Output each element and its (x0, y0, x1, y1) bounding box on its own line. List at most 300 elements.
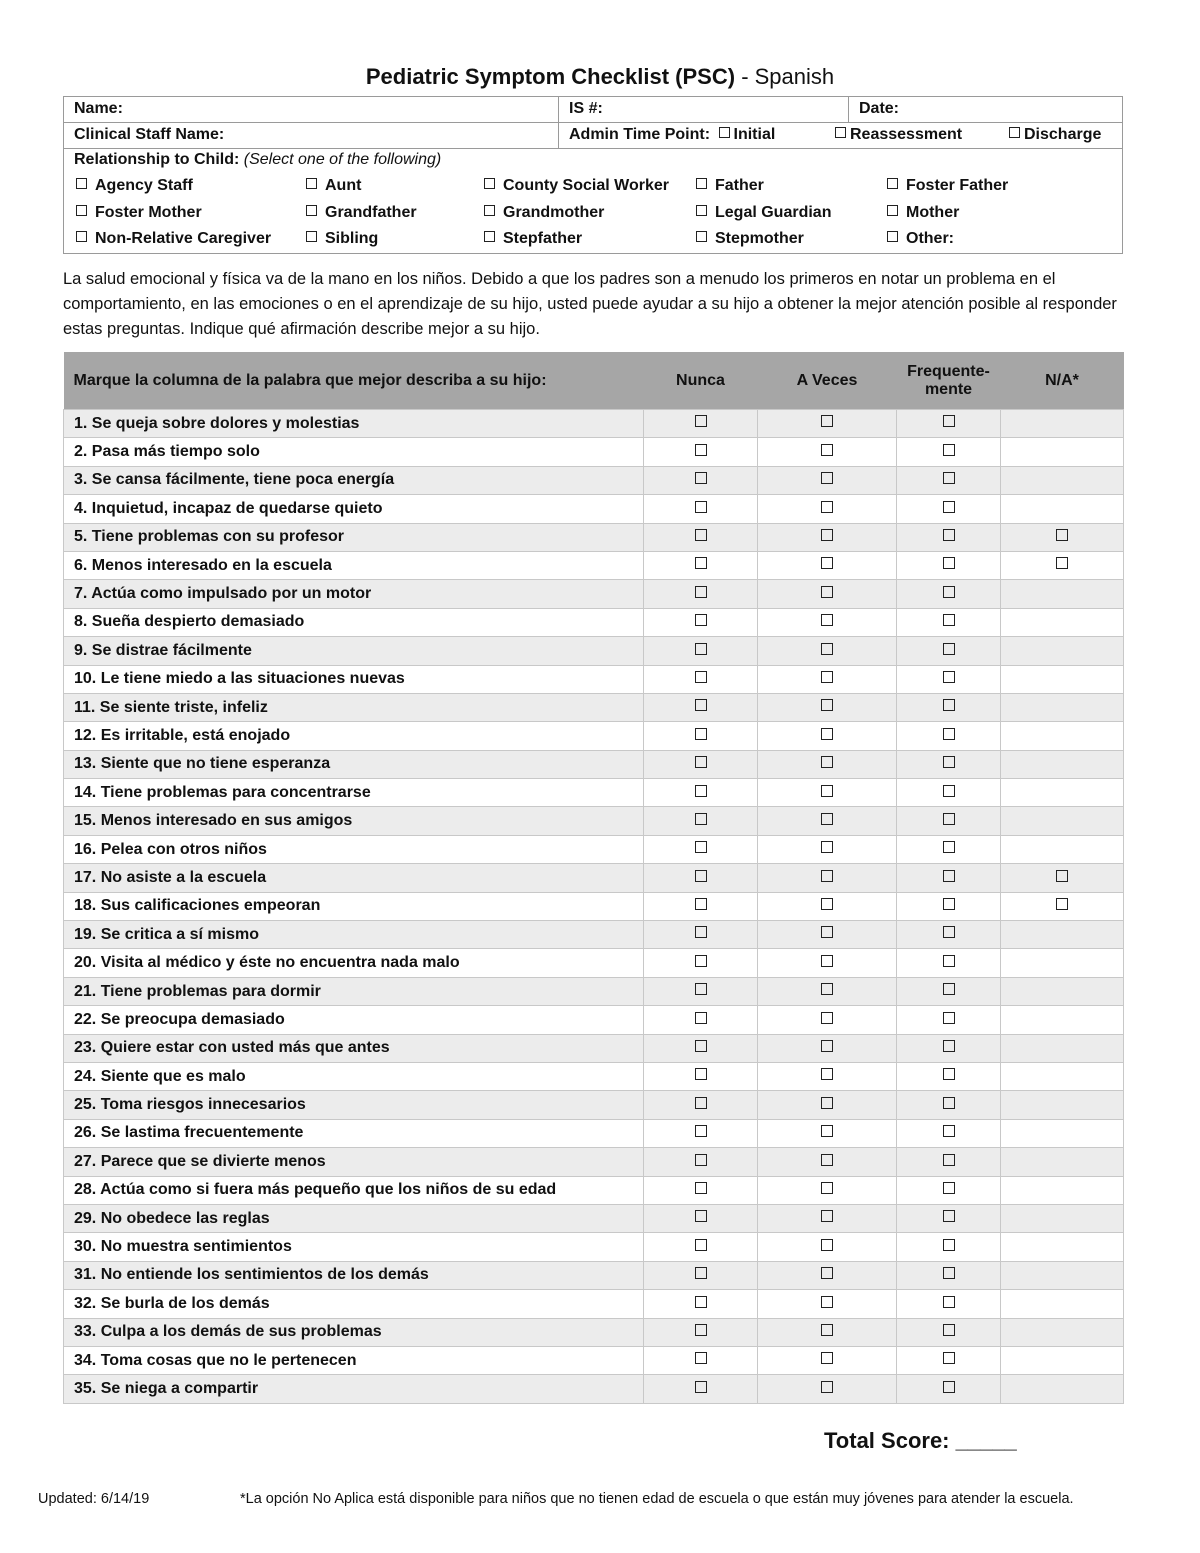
table-row (64, 637, 1124, 665)
checkbox-never-31[interactable] (695, 1267, 707, 1279)
checkbox-never-15[interactable] (695, 813, 707, 825)
cell-never (644, 921, 758, 949)
table-row (64, 892, 1124, 920)
checkbox-sometimes-19[interactable] (821, 926, 833, 938)
checkbox-often-27[interactable] (943, 1154, 955, 1166)
date-field[interactable]: Date: (859, 100, 900, 117)
checkbox-sometimes-3[interactable] (821, 472, 833, 484)
cell-na (1001, 1204, 1124, 1232)
cell-often (897, 750, 1001, 778)
question-text: 9. Se distrae fácilmente (64, 637, 644, 665)
cell-na (1001, 693, 1124, 721)
info-box (63, 96, 1123, 254)
cell-na (1001, 523, 1124, 551)
checkbox-never-7[interactable] (695, 586, 707, 598)
checkbox-often-2[interactable] (943, 444, 955, 456)
cell-never (644, 410, 758, 438)
cell-never (644, 949, 758, 977)
checkbox-never-8[interactable] (695, 614, 707, 626)
table-row (64, 1375, 1124, 1403)
table-row (64, 1148, 1124, 1176)
checkbox-often-6[interactable] (943, 557, 955, 569)
clinical-staff-name-field[interactable]: Clinical Staff Name: (74, 126, 225, 143)
checkbox-sometimes-11[interactable] (821, 699, 833, 711)
checkbox-often-34[interactable] (943, 1352, 955, 1364)
cell-sometimes (758, 722, 897, 750)
table-row (64, 1006, 1124, 1034)
relationship-option-mother[interactable]: Mother (887, 204, 959, 222)
checkbox-never-33[interactable] (695, 1324, 707, 1336)
checkbox-never-16[interactable] (695, 841, 707, 853)
admin-option-discharge[interactable]: Discharge (1009, 123, 1101, 147)
checkbox-sometimes-13[interactable] (821, 756, 833, 768)
relationship-heading: Relationship to Child: (Select one of the following) (74, 151, 442, 168)
table-row (64, 977, 1124, 1005)
cell-sometimes (758, 1318, 897, 1346)
cell-na (1001, 921, 1124, 949)
checkbox-sometimes-15[interactable] (821, 813, 833, 825)
checkbox-often-25[interactable] (943, 1097, 955, 1109)
checkbox-never-2[interactable] (695, 444, 707, 456)
cell-never (644, 495, 758, 523)
question-text: 31. No entiende los sentimientos de los demás (64, 1261, 644, 1289)
checkbox-icon (887, 178, 898, 189)
table-row (64, 1290, 1124, 1318)
checkbox-icon (76, 231, 87, 242)
checkbox-icon (696, 231, 707, 242)
checkbox-icon (719, 127, 730, 138)
checkbox-icon (306, 178, 317, 189)
table-row (64, 438, 1124, 466)
checkbox-sometimes-32[interactable] (821, 1296, 833, 1308)
checkbox-sometimes-10[interactable] (821, 671, 833, 683)
checkbox-never-18[interactable] (695, 898, 707, 910)
cell-often (897, 779, 1001, 807)
relationship-option-non-relative-caregiver[interactable]: Non-Relative Caregiver (76, 230, 271, 248)
table-header-row (64, 352, 1124, 410)
checkbox-sometimes-7[interactable] (821, 586, 833, 598)
checkbox-sometimes-26[interactable] (821, 1125, 833, 1137)
checkbox-na-17[interactable] (1056, 870, 1068, 882)
checkbox-never-14[interactable] (695, 785, 707, 797)
cell-often (897, 864, 1001, 892)
cell-never (644, 1375, 758, 1403)
cell-na (1001, 779, 1124, 807)
question-text: 16. Pelea con otros niños (64, 835, 644, 863)
checkbox-sometimes-12[interactable] (821, 728, 833, 740)
cell-never (644, 580, 758, 608)
checkbox-often-12[interactable] (943, 728, 955, 740)
checkbox-often-19[interactable] (943, 926, 955, 938)
cell-never (644, 523, 758, 551)
cell-sometimes (758, 779, 897, 807)
checkbox-sometimes-8[interactable] (821, 614, 833, 626)
checkbox-sometimes-18[interactable] (821, 898, 833, 910)
cell-sometimes (758, 1204, 897, 1232)
question-text: 22. Se preocupa demasiado (64, 1006, 644, 1034)
cell-sometimes (758, 1062, 897, 1090)
sometimes-column-header: A Veces (758, 352, 897, 410)
symptom-checklist-table (63, 352, 1124, 1404)
checkbox-never-35[interactable] (695, 1381, 707, 1393)
checkbox-icon (484, 178, 495, 189)
cell-often (897, 1091, 1001, 1119)
checkbox-icon (306, 205, 317, 216)
question-text: 8. Sueña despierto demasiado (64, 608, 644, 636)
cell-often (897, 1375, 1001, 1403)
checkbox-icon (76, 205, 87, 216)
cell-never (644, 438, 758, 466)
question-text: 11. Se siente triste, infeliz (64, 693, 644, 721)
checkbox-sometimes-27[interactable] (821, 1154, 833, 1166)
question-text: 14. Tiene problemas para concentrarse (64, 779, 644, 807)
table-row (64, 1233, 1124, 1261)
checkbox-often-22[interactable] (943, 1012, 955, 1024)
question-text: 15. Menos interesado en sus amigos (64, 807, 644, 835)
checkbox-never-3[interactable] (695, 472, 707, 484)
question-text: 21. Tiene problemas para dormir (64, 977, 644, 1005)
checkbox-never-13[interactable] (695, 756, 707, 768)
checkbox-never-1[interactable] (695, 415, 707, 427)
cell-sometimes (758, 1006, 897, 1034)
checkbox-often-30[interactable] (943, 1239, 955, 1251)
checkbox-na-5[interactable] (1056, 529, 1068, 541)
table-row (64, 523, 1124, 551)
table-row (64, 1261, 1124, 1289)
cell-na (1001, 580, 1124, 608)
cell-often (897, 1034, 1001, 1062)
admin-option-reassessment[interactable]: Reassessment (835, 123, 962, 147)
table-row (64, 665, 1124, 693)
cell-never (644, 637, 758, 665)
cell-sometimes (758, 750, 897, 778)
checkbox-never-28[interactable] (695, 1182, 707, 1194)
cell-sometimes (758, 1290, 897, 1318)
question-text: 4. Inquietud, incapaz de quedarse quieto (64, 495, 644, 523)
checkbox-often-20[interactable] (943, 955, 955, 967)
checkbox-often-9[interactable] (943, 643, 955, 655)
cell-sometimes (758, 1375, 897, 1403)
cell-na (1001, 864, 1124, 892)
relationship-option-agency-staff[interactable]: Agency Staff (76, 177, 193, 195)
checkbox-often-14[interactable] (943, 785, 955, 797)
cell-sometimes (758, 977, 897, 1005)
relationship-option-foster-mother[interactable]: Foster Mother (76, 204, 202, 222)
checkbox-na-18[interactable] (1056, 898, 1068, 910)
checkbox-never-29[interactable] (695, 1210, 707, 1222)
checkbox-never-4[interactable] (695, 501, 707, 513)
question-text: 24. Siente que es malo (64, 1062, 644, 1090)
checkbox-never-25[interactable] (695, 1097, 707, 1109)
table-row (64, 1034, 1124, 1062)
cell-never (644, 1233, 758, 1261)
relationship-option-aunt[interactable]: Aunt (306, 177, 361, 195)
table-row (64, 1091, 1124, 1119)
question-text: 18. Sus calificaciones empeoran (64, 892, 644, 920)
checkbox-never-6[interactable] (695, 557, 707, 569)
name-field[interactable]: Name: (74, 100, 123, 117)
checkbox-never-17[interactable] (695, 870, 707, 882)
checkbox-sometimes-28[interactable] (821, 1182, 833, 1194)
question-text: 20. Visita al médico y éste no encuentra nada malo (64, 949, 644, 977)
cell-na (1001, 977, 1124, 1005)
cell-na (1001, 807, 1124, 835)
relationship-option-county-social-worker[interactable]: County Social Worker (484, 177, 669, 195)
cell-sometimes (758, 949, 897, 977)
cell-sometimes (758, 495, 897, 523)
cell-sometimes (758, 410, 897, 438)
checkbox-icon (835, 127, 846, 138)
cell-na (1001, 722, 1124, 750)
cell-sometimes (758, 921, 897, 949)
cell-often (897, 892, 1001, 920)
checkbox-never-19[interactable] (695, 926, 707, 938)
checkbox-sometimes-34[interactable] (821, 1352, 833, 1364)
checkbox-often-5[interactable] (943, 529, 955, 541)
relationship-option-stepmother[interactable]: Stepmother (696, 230, 804, 248)
checkbox-often-4[interactable] (943, 501, 955, 513)
checkbox-sometimes-4[interactable] (821, 501, 833, 513)
table-row (64, 1204, 1124, 1232)
is-number-field[interactable]: IS #: (569, 100, 603, 117)
cell-often (897, 835, 1001, 863)
checkbox-never-21[interactable] (695, 983, 707, 995)
checkbox-never-5[interactable] (695, 529, 707, 541)
footnote: *La opción No Aplica está disponible para niños que no tienen edad de escuela o que están muy jóvenes para atender la escuela. (240, 1491, 1074, 1507)
cell-never (644, 1318, 758, 1346)
cell-never (644, 665, 758, 693)
checkbox-never-10[interactable] (695, 671, 707, 683)
never-column-header: Nunca (644, 352, 758, 410)
checkbox-never-23[interactable] (695, 1040, 707, 1052)
table-row (64, 1062, 1124, 1090)
checkbox-sometimes-20[interactable] (821, 955, 833, 967)
cell-never (644, 807, 758, 835)
cell-often (897, 921, 1001, 949)
checkbox-often-29[interactable] (943, 1210, 955, 1222)
table-row (64, 750, 1124, 778)
checkbox-often-21[interactable] (943, 983, 955, 995)
checkbox-sometimes-23[interactable] (821, 1040, 833, 1052)
cell-often (897, 608, 1001, 636)
cell-sometimes (758, 892, 897, 920)
cell-sometimes (758, 1261, 897, 1289)
table-row (64, 921, 1124, 949)
updated-date: Updated: 6/14/19 (38, 1491, 150, 1507)
cell-na (1001, 1034, 1124, 1062)
cell-often (897, 495, 1001, 523)
checkbox-often-35[interactable] (943, 1381, 955, 1393)
question-text: 23. Quiere estar con usted más que antes (64, 1034, 644, 1062)
cell-sometimes (758, 1176, 897, 1204)
checkbox-often-15[interactable] (943, 813, 955, 825)
checkbox-sometimes-21[interactable] (821, 983, 833, 995)
checkbox-often-11[interactable] (943, 699, 955, 711)
checkbox-sometimes-2[interactable] (821, 444, 833, 456)
cell-never (644, 1261, 758, 1289)
cell-na (1001, 1148, 1124, 1176)
checkbox-often-3[interactable] (943, 472, 955, 484)
checkbox-never-26[interactable] (695, 1125, 707, 1137)
table-row (64, 1176, 1124, 1204)
admin-option-initial[interactable]: Initial (719, 126, 776, 143)
cell-never (644, 779, 758, 807)
admin-time-point: Admin Time Point: Initial Reassessment Discharge (559, 123, 1124, 148)
checkbox-often-8[interactable] (943, 614, 955, 626)
cell-na (1001, 1119, 1124, 1147)
checkbox-sometimes-31[interactable] (821, 1267, 833, 1279)
question-text: 28. Actúa como si fuera más pequeño que los niños de su edad (64, 1176, 644, 1204)
checkbox-never-22[interactable] (695, 1012, 707, 1024)
checkbox-na-6[interactable] (1056, 557, 1068, 569)
cell-na (1001, 410, 1124, 438)
checkbox-sometimes-1[interactable] (821, 415, 833, 427)
cell-never (644, 1204, 758, 1232)
cell-never (644, 864, 758, 892)
cell-often (897, 1261, 1001, 1289)
question-text: 34. Toma cosas que no le pertenecen (64, 1346, 644, 1374)
question-text: 2. Pasa más tiempo solo (64, 438, 644, 466)
intro-paragraph: La salud emocional y física va de la mano en los niños. Debido a que los padres son a menudo los primeros en notar un problema en el comportamiento, en las emociones o en el aprendizaje de su hijo, usted puede ayudar a su hijo a obtener la mejor atención posible al responder estas preguntas. Indique qué afirmación describe mejor a su hijo. (63, 270, 1117, 338)
table-row (64, 410, 1124, 438)
checkbox-often-32[interactable] (943, 1296, 955, 1308)
checkbox-never-9[interactable] (695, 643, 707, 655)
cell-sometimes (758, 1034, 897, 1062)
cell-often (897, 1233, 1001, 1261)
checkbox-sometimes-33[interactable] (821, 1324, 833, 1336)
cell-sometimes (758, 637, 897, 665)
cell-never (644, 750, 758, 778)
question-text: 32. Se burla de los demás (64, 1290, 644, 1318)
relationship-option-father[interactable]: Father (696, 177, 764, 195)
table-row (64, 495, 1124, 523)
checkbox-icon (484, 231, 495, 242)
checkbox-sometimes-16[interactable] (821, 841, 833, 853)
checkbox-sometimes-29[interactable] (821, 1210, 833, 1222)
checkbox-often-18[interactable] (943, 898, 955, 910)
info-row-1 (64, 97, 1122, 123)
checkbox-sometimes-9[interactable] (821, 643, 833, 655)
checkbox-sometimes-14[interactable] (821, 785, 833, 797)
cell-na (1001, 551, 1124, 579)
cell-often (897, 1006, 1001, 1034)
relationship-option-other[interactable]: Other: (887, 230, 954, 248)
table-row (64, 1346, 1124, 1374)
checkbox-often-24[interactable] (943, 1068, 955, 1080)
cell-never (644, 1148, 758, 1176)
relationship-option-legal-guardian[interactable]: Legal Guardian (696, 204, 831, 222)
cell-na (1001, 1062, 1124, 1090)
checkbox-sometimes-25[interactable] (821, 1097, 833, 1109)
cell-often (897, 807, 1001, 835)
checkbox-never-27[interactable] (695, 1154, 707, 1166)
cell-na (1001, 438, 1124, 466)
na-column-header: N/A* (1001, 352, 1124, 410)
table-row (64, 580, 1124, 608)
checkbox-sometimes-6[interactable] (821, 557, 833, 569)
checkbox-often-28[interactable] (943, 1182, 955, 1194)
checkbox-sometimes-24[interactable] (821, 1068, 833, 1080)
cell-never (644, 977, 758, 1005)
checkbox-never-11[interactable] (695, 699, 707, 711)
cell-often (897, 410, 1001, 438)
question-text: 27. Parece que se divierte menos (64, 1148, 644, 1176)
question-text: 10. Le tiene miedo a las situaciones nuevas (64, 665, 644, 693)
checkbox-often-7[interactable] (943, 586, 955, 598)
checkbox-often-31[interactable] (943, 1267, 955, 1279)
relationship-option-grandfather[interactable]: Grandfather (306, 204, 417, 222)
checkbox-sometimes-35[interactable] (821, 1381, 833, 1393)
checkbox-often-26[interactable] (943, 1125, 955, 1137)
relationship-option-stepfather[interactable]: Stepfather (484, 230, 582, 248)
question-text: 17. No asiste a la escuela (64, 864, 644, 892)
cell-sometimes (758, 438, 897, 466)
checkbox-often-1[interactable] (943, 415, 955, 427)
cell-often (897, 637, 1001, 665)
cell-often (897, 1062, 1001, 1090)
checkbox-sometimes-22[interactable] (821, 1012, 833, 1024)
cell-sometimes (758, 523, 897, 551)
cell-often (897, 1204, 1001, 1232)
cell-never (644, 1034, 758, 1062)
checkbox-never-34[interactable] (695, 1352, 707, 1364)
table-row (64, 807, 1124, 835)
divider (848, 97, 849, 123)
cell-na (1001, 949, 1124, 977)
cell-never (644, 551, 758, 579)
question-text: 30. No muestra sentimientos (64, 1233, 644, 1261)
page-title: Pediatric Symptom Checklist (PSC) - Spanish (365, 64, 835, 89)
cell-often (897, 977, 1001, 1005)
cell-often (897, 466, 1001, 494)
cell-na (1001, 608, 1124, 636)
checkbox-often-33[interactable] (943, 1324, 955, 1336)
checkbox-never-32[interactable] (695, 1296, 707, 1308)
cell-often (897, 1119, 1001, 1147)
checkbox-never-20[interactable] (695, 955, 707, 967)
relationship-option-sibling[interactable]: Sibling (306, 230, 378, 248)
checkbox-often-23[interactable] (943, 1040, 955, 1052)
cell-na (1001, 1091, 1124, 1119)
checkbox-often-13[interactable] (943, 756, 955, 768)
cell-sometimes (758, 580, 897, 608)
table-row (64, 779, 1124, 807)
question-text: 19. Se critica a sí mismo (64, 921, 644, 949)
relationship-option-grandmother[interactable]: Grandmother (484, 204, 604, 222)
checkbox-often-17[interactable] (943, 870, 955, 882)
question-text: 35. Se niega a compartir (64, 1375, 644, 1403)
table-row (64, 466, 1124, 494)
cell-sometimes (758, 1148, 897, 1176)
table-row (64, 835, 1124, 863)
checkbox-never-30[interactable] (695, 1239, 707, 1251)
cell-na (1001, 750, 1124, 778)
question-column-header: Marque la columna de la palabra que mejor describa a su hijo: (64, 352, 644, 410)
cell-never (644, 722, 758, 750)
checkbox-often-16[interactable] (943, 841, 955, 853)
checkbox-sometimes-30[interactable] (821, 1239, 833, 1251)
checkbox-sometimes-17[interactable] (821, 870, 833, 882)
checkbox-sometimes-5[interactable] (821, 529, 833, 541)
relationship-option-foster-father[interactable]: Foster Father (887, 177, 1008, 195)
cell-sometimes (758, 693, 897, 721)
checkbox-never-12[interactable] (695, 728, 707, 740)
checkbox-icon (887, 231, 898, 242)
checkbox-icon (696, 178, 707, 189)
checkbox-often-10[interactable] (943, 671, 955, 683)
checkbox-never-24[interactable] (695, 1068, 707, 1080)
cell-sometimes (758, 608, 897, 636)
